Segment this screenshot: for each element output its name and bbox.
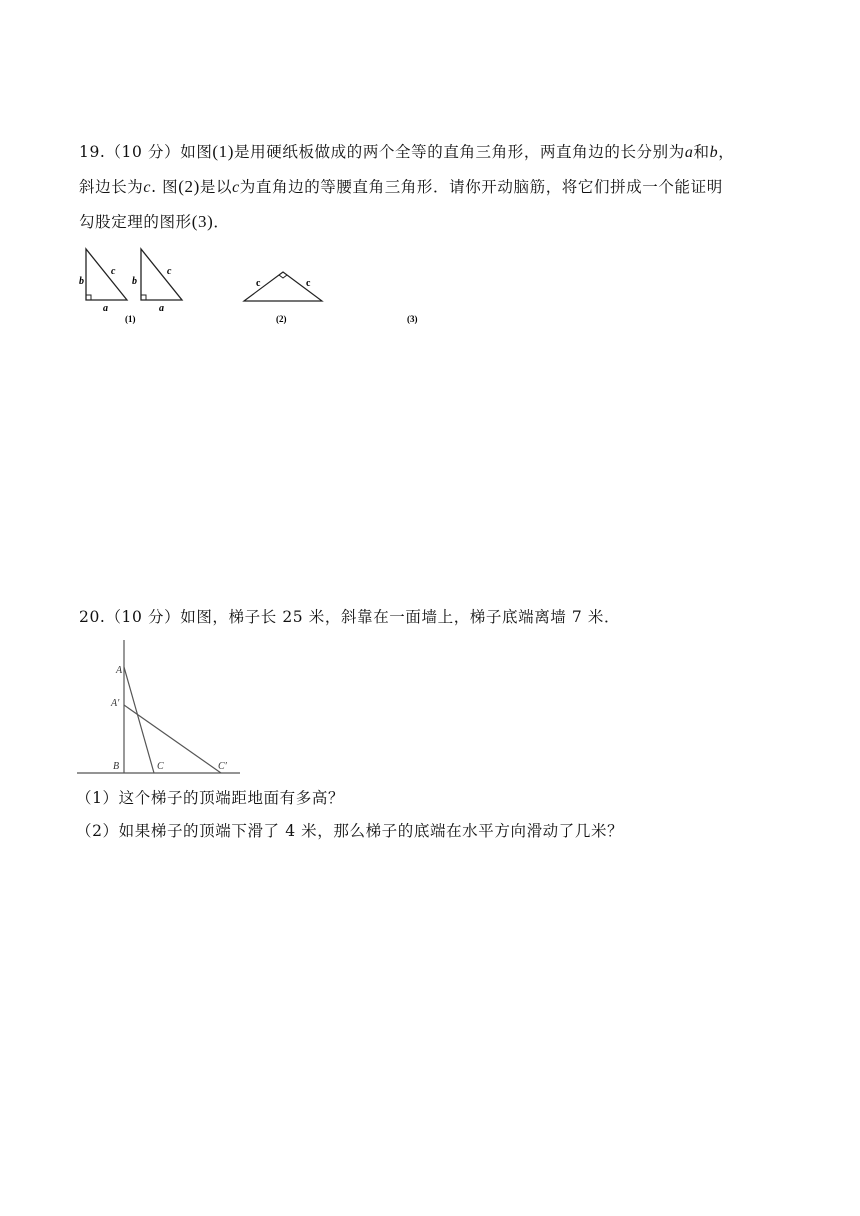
q19-fig2-ref: (2) bbox=[178, 177, 200, 196]
ladder-a-prime-c-prime bbox=[124, 705, 221, 773]
q20-sub2: （2）如果梯子的顶端下滑了 4 米，那么梯子的底端在水平方向滑动了几米？ bbox=[76, 822, 624, 840]
q20-score: （10 分） bbox=[105, 608, 181, 626]
tri2-label-a: a bbox=[159, 303, 164, 314]
iso-label-right: c bbox=[306, 278, 311, 289]
isosceles-right-triangle bbox=[244, 272, 322, 301]
q19-number: 19. bbox=[79, 143, 106, 161]
iso-label-left: c bbox=[256, 278, 261, 289]
caption-1: (1) bbox=[125, 314, 136, 324]
q19-var-a: a bbox=[684, 144, 694, 161]
q19-text-1a: 如图 bbox=[180, 143, 213, 161]
label-A: A bbox=[116, 665, 123, 676]
tri1-label-b: b bbox=[79, 276, 84, 287]
q20-number: 20. bbox=[79, 608, 106, 626]
q19-fig1-ref: (1) bbox=[212, 142, 235, 161]
label-C: C bbox=[157, 761, 164, 772]
label-C-prime: C′ bbox=[218, 761, 227, 772]
q19-line1 bbox=[79, 141, 734, 164]
q20-line1 bbox=[79, 606, 620, 628]
q19-score: （10 分） bbox=[105, 143, 181, 161]
q19-text-3a: 勾股定理的图形 bbox=[79, 213, 192, 231]
q19-text-2c: 是以 bbox=[199, 178, 233, 196]
q19-text-2a: 斜边长为 bbox=[79, 178, 144, 196]
caption-2: (2) bbox=[276, 314, 287, 324]
q19-and: 和 bbox=[693, 143, 710, 161]
ladder-ac bbox=[124, 667, 154, 773]
q19-text-2b: . 图 bbox=[151, 178, 179, 196]
tri1-label-a: a bbox=[103, 303, 108, 314]
q19-comma: ， bbox=[718, 143, 735, 161]
q19-var-c: c bbox=[143, 179, 152, 196]
q19-var-c-2: c bbox=[232, 179, 240, 196]
q19-text-2d: 为直角边的等腰直角三角形．请你开动脑筋，将它们拼成一个能证明 bbox=[239, 178, 723, 196]
q19-text-1b: 是用硬纸板做成的两个全等的直角三角形，两直角边的长分别为 bbox=[234, 143, 685, 161]
q20-figure bbox=[70, 635, 250, 780]
tri2-label-c: c bbox=[167, 266, 172, 277]
q19-var-b: b bbox=[709, 144, 719, 161]
q19-text-3b: ． bbox=[213, 213, 230, 231]
q20-text: 如图，梯子长 25 米，斜靠在一面墙上，梯子底端离墙 7 米． bbox=[180, 608, 621, 626]
right-triangle-1 bbox=[79, 249, 127, 314]
q19-line3 bbox=[79, 211, 229, 233]
caption-3: (3) bbox=[407, 314, 418, 324]
tri2-label-b: b bbox=[132, 276, 137, 287]
q19-figure bbox=[70, 240, 450, 335]
label-A-prime: A′ bbox=[111, 698, 120, 709]
tri1-label-c: c bbox=[111, 266, 116, 277]
q19-line2 bbox=[79, 176, 723, 199]
q20-sub1: （1）这个梯子的顶端距地面有多高？ bbox=[76, 789, 345, 807]
right-triangle-2 bbox=[132, 249, 182, 314]
label-B: B bbox=[113, 761, 120, 772]
q19-fig3-ref: (3) bbox=[191, 212, 214, 231]
